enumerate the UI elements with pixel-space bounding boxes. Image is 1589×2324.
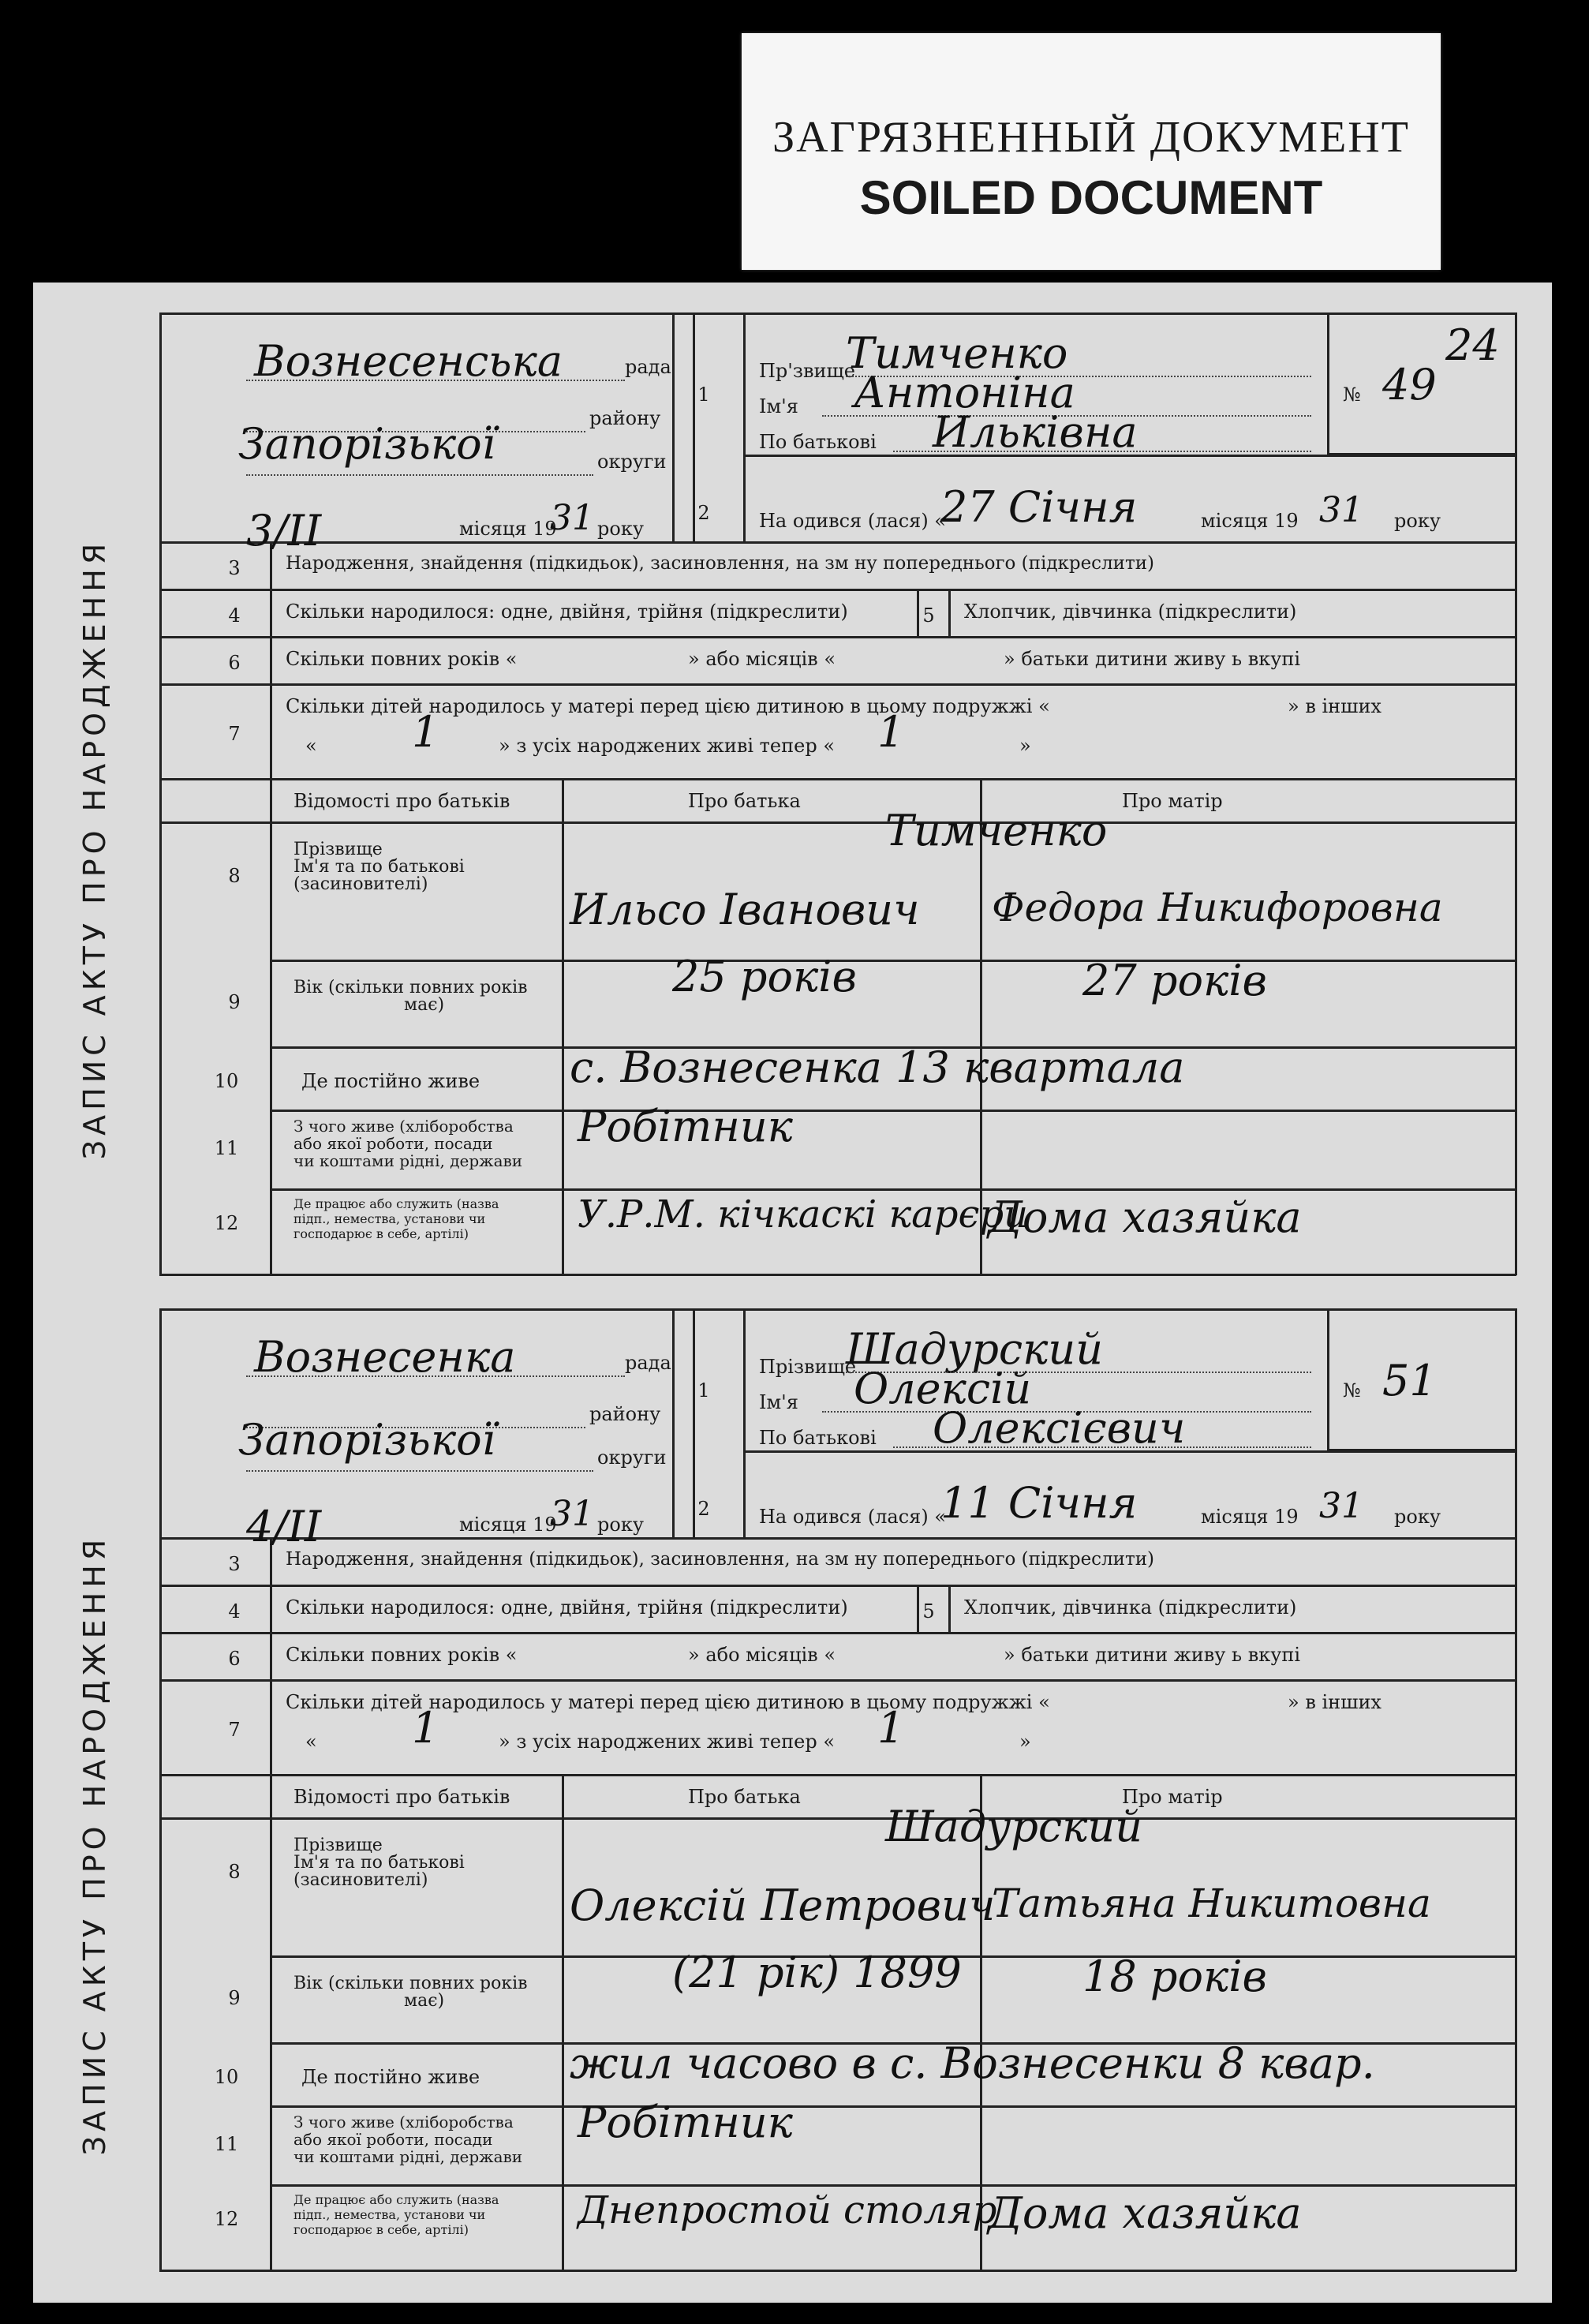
row9-line: Вік (скільки повних років xyxy=(293,1974,528,1993)
okrug-name: Запорізької xyxy=(238,1415,495,1465)
child-patronymic: Олексієвич xyxy=(933,1403,1186,1453)
rule-line xyxy=(270,1188,1515,1191)
name-label: Ім'я xyxy=(759,395,798,417)
rule-line xyxy=(270,1537,272,2271)
born-month-label: місяця 19 xyxy=(1201,1506,1299,1528)
row12-line: Де працює або служить (назва xyxy=(293,2192,499,2207)
registration-year: 31 xyxy=(550,498,594,538)
okrug-label: округи xyxy=(597,1446,667,1469)
row-number: 12 xyxy=(214,2208,239,2230)
rule-line xyxy=(743,1308,746,1537)
father-income: Робітник xyxy=(578,1102,793,1151)
row-number: 7 xyxy=(228,723,241,745)
stamp-english-text: SOILED DOCUMENT xyxy=(859,171,1323,224)
residence: жил часово в с. Вознесенки 8 квар. xyxy=(570,2038,1375,2088)
name-label: Ім'я xyxy=(759,1391,798,1413)
dotted-fill-line xyxy=(246,1375,625,1377)
row9-line: Вік (скільки повних років xyxy=(293,978,528,997)
child-patronymic: Ильківна xyxy=(933,407,1138,457)
birth-day: 27 Січня xyxy=(940,482,1138,532)
row-number: 3 xyxy=(228,1553,241,1575)
row8-line: Ім'я та по батькові xyxy=(293,857,465,877)
rule-line xyxy=(159,312,162,1275)
row12-line: підп., немества, установи чи xyxy=(293,2207,486,2222)
row-number: 8 xyxy=(228,865,241,887)
row9-line: має) xyxy=(404,1991,445,2011)
born-year-label: року xyxy=(1394,1506,1441,1528)
child-surname: Тимченко xyxy=(846,328,1068,378)
row12-label xyxy=(293,2192,499,2237)
row-number: 1 xyxy=(697,384,710,406)
row6-text-b: » або місяців « xyxy=(688,1644,836,1666)
birth-record-form xyxy=(33,1308,1552,2271)
row9-label xyxy=(293,1975,528,2010)
father-income: Робітник xyxy=(578,2098,793,2147)
rule-line xyxy=(159,683,1516,686)
rule-line xyxy=(159,2270,1516,2272)
children-before-count: 1 xyxy=(412,1703,439,1753)
birth-record-form xyxy=(33,312,1552,1275)
council-name: Вознесенська xyxy=(254,336,563,386)
father-age: 25 років xyxy=(672,952,857,1001)
row8-line: (засиновителі) xyxy=(293,874,428,894)
row8-label xyxy=(293,841,465,893)
header-parents-info: Відомості про батьків xyxy=(293,790,510,812)
father-workplace: У.Р.М. кічкаскі карєри xyxy=(578,1192,1029,1237)
child-name: Олексій xyxy=(854,1364,1032,1413)
rule-line xyxy=(270,2105,1515,2108)
rada-label: рада xyxy=(625,1352,671,1374)
rule-line xyxy=(159,778,1516,780)
row11-line: або якої роботи, посади xyxy=(293,2130,493,2149)
row11-line: чи коштами рідні, держави xyxy=(293,1151,523,1170)
row6-text-c: » батьки дитини живу ь вкупі xyxy=(1004,648,1301,670)
birth-year: 31 xyxy=(1319,490,1363,530)
patronymic-label: По батькові xyxy=(759,431,877,453)
row11-line: З чого живе (хліборобства xyxy=(293,1117,514,1136)
rule-line xyxy=(672,1308,675,1537)
rule-line xyxy=(159,636,1516,638)
okrug-label: округи xyxy=(597,451,667,473)
row7-text-a: Скільки дітей народилось у матері перед цією дитиною в цьому подружжі « xyxy=(286,1691,1050,1713)
row7-text-b: » в інших xyxy=(1288,695,1381,717)
row6-text-c: » батьки дитини живу ь вкупі xyxy=(1004,1644,1301,1666)
rule-line xyxy=(1327,312,1329,455)
rule-line xyxy=(562,1774,564,2271)
row-number: 8 xyxy=(228,1861,241,1883)
register-sheet xyxy=(33,283,1552,2303)
row9-line: має) xyxy=(404,995,445,1015)
vertical-title xyxy=(39,502,150,1196)
row7-text-a: Скільки дітей народилось у матері перед цією дитиною в цьому подружжі « xyxy=(286,695,1050,717)
row-number: 11 xyxy=(214,1137,239,1159)
row-number: 12 xyxy=(214,1212,239,1234)
header-father: Про батька xyxy=(688,790,801,812)
mother-name: Федора Никифоровна xyxy=(992,885,1443,930)
row12-label xyxy=(293,1196,499,1241)
mother-workplace: Дома хазяйка xyxy=(988,2188,1302,2238)
row3-text: Народження, знайдення (підкидьок), засиновлення, на зм ну попереднього (підкреслити) xyxy=(286,553,1155,574)
mother-age: 18 років xyxy=(1082,1952,1267,2001)
rule-line xyxy=(270,960,1515,962)
row-number: 6 xyxy=(228,1648,241,1670)
row4-text: Скільки народилося: одне, двійня, трійня (підкреслити) xyxy=(286,601,848,623)
row12-line: підп., немества, установи чи xyxy=(293,1211,486,1226)
row12-line: господарює в себе, артілі) xyxy=(293,1226,469,1241)
row6-text-a: Скільки повних років « xyxy=(286,648,518,670)
header-father: Про батька xyxy=(688,1786,801,1808)
record-number: 49 xyxy=(1382,360,1437,410)
rule-line xyxy=(159,1774,1516,1776)
father-workplace: Днепростой столяр xyxy=(578,2188,997,2232)
rule-line xyxy=(159,1585,1516,1587)
row-number: 2 xyxy=(697,502,710,524)
row-number: 9 xyxy=(228,991,241,1013)
row6-text-b: » або місяців « xyxy=(688,648,836,670)
row8-line: (засиновителі) xyxy=(293,1870,428,1890)
mother-age: 27 років xyxy=(1082,956,1267,1005)
row-number: 4 xyxy=(228,604,241,627)
row-number: 4 xyxy=(228,1600,241,1622)
page-mark: 24 xyxy=(1445,320,1500,370)
rule-line xyxy=(1327,453,1515,455)
dotted-fill-line xyxy=(893,1446,1311,1448)
row10-label: Де постійно живе xyxy=(301,2066,480,2088)
row8-line: Ім'я та по батькові xyxy=(293,1853,465,1873)
council-name: Вознесенка xyxy=(254,1332,516,1382)
row11-line: З чого живе (хліборобства xyxy=(293,2113,514,2131)
vertical-title-text: ЗАПИС АКТУ ПРО НАРОДЖЕННЯ xyxy=(77,538,112,1160)
year-label: року xyxy=(597,518,644,540)
rule-line xyxy=(1327,1308,1329,1450)
born-label: На одився (лася) « xyxy=(759,1506,946,1528)
row-number: 10 xyxy=(214,1070,239,1092)
row12-line: господарює в себе, артілі) xyxy=(293,2222,469,2237)
row8-line: Прізвище xyxy=(293,1836,383,1855)
row11-line: чи коштами рідні, держави xyxy=(293,2147,523,2166)
row-number: 2 xyxy=(697,1498,710,1520)
raion-label: району xyxy=(589,1403,661,1425)
row-number: 5 xyxy=(922,604,935,627)
children-alive-count: 1 xyxy=(877,707,905,757)
row7-text-b: » в інших xyxy=(1288,1691,1381,1713)
soiled-document-stamp xyxy=(742,33,1441,270)
row-number: 5 xyxy=(922,1600,935,1622)
row6-text-a: Скільки повних років « xyxy=(286,1644,518,1666)
month-label: місяця 19 xyxy=(459,518,557,540)
number-label: № xyxy=(1343,1379,1361,1402)
okrug-name: Запорізької xyxy=(238,419,495,469)
rule-line xyxy=(159,1679,1516,1682)
mother-name: Татьяна Никитовна xyxy=(992,1881,1431,1926)
rule-line xyxy=(159,1308,1516,1311)
number-label: № xyxy=(1343,384,1361,406)
rule-line xyxy=(270,2184,1515,2187)
rule-line xyxy=(270,1110,1515,1112)
father-age: (21 рік) 1899 xyxy=(672,1948,962,1997)
dotted-fill-line xyxy=(246,474,593,476)
birth-day: 11 Січня xyxy=(940,1478,1138,1528)
mother-workplace: Дома хазяйка xyxy=(988,1192,1302,1242)
row7-text-d: » з усіх народжених живі тепер « xyxy=(499,735,836,757)
registration-date: 3/ІІ xyxy=(246,506,322,556)
born-label: На одився (лася) « xyxy=(759,510,946,532)
family-surname: Шадурский xyxy=(885,1802,1142,1851)
father-name: Олексій Петрович xyxy=(570,1881,996,1930)
vertical-title-text: ЗАПИС АКТУ ПРО НАРОДЖЕННЯ xyxy=(77,1534,112,2156)
vertical-title xyxy=(39,1498,150,2192)
row-number: 9 xyxy=(228,1987,241,2009)
row-number: 7 xyxy=(228,1719,241,1741)
born-year-label: року xyxy=(1394,510,1441,532)
header-parents-info: Відомості про батьків xyxy=(293,1786,510,1808)
row-number: 3 xyxy=(228,557,241,579)
row-number: 1 xyxy=(697,1379,710,1402)
header-mother: Про матір xyxy=(1122,1786,1223,1808)
dotted-fill-line xyxy=(893,451,1311,452)
family-surname: Тимченко xyxy=(885,806,1108,855)
rule-line xyxy=(159,589,1516,591)
row7-text-d: » з усіх народжених живі тепер « xyxy=(499,1731,836,1753)
row7-text-c: « xyxy=(305,735,317,757)
born-month-label: місяця 19 xyxy=(1201,510,1299,532)
row3-text: Народження, знайдення (підкидьок), засиновлення, на зм ну попереднього (підкреслити) xyxy=(286,1549,1155,1570)
row5-text: Хлопчик, дівчинка (підкреслити) xyxy=(964,1596,1297,1619)
registration-year: 31 xyxy=(550,1494,594,1534)
surname-label: Пр'звище xyxy=(759,360,856,382)
rule-line xyxy=(159,1274,1516,1276)
row8-label xyxy=(293,1837,465,1889)
rule-line xyxy=(1327,1449,1515,1451)
year-label: року xyxy=(597,1514,644,1536)
child-name: Антоніна xyxy=(854,368,1075,417)
row-number: 11 xyxy=(214,2133,239,2155)
children-alive-count: 1 xyxy=(877,1703,905,1753)
record-number: 51 xyxy=(1382,1356,1437,1405)
stamp-russian-text: ЗАГРЯЗНЕННЫЙ ДОКУМЕНТ xyxy=(772,113,1410,162)
rule-line xyxy=(743,312,746,541)
header-mother: Про матір xyxy=(1122,790,1223,812)
raion-label: району xyxy=(589,407,661,429)
rule-line xyxy=(159,821,1516,824)
father-name: Ильсо Іванович xyxy=(570,885,920,934)
children-before-count: 1 xyxy=(412,707,439,757)
rule-line xyxy=(159,1537,1516,1540)
row-number: 6 xyxy=(228,652,241,674)
rule-line xyxy=(562,778,564,1275)
rule-line xyxy=(159,1817,1516,1820)
row7-text-c: « xyxy=(305,1731,317,1753)
row11-label xyxy=(293,1117,522,1169)
row11-label xyxy=(293,2113,522,2165)
dotted-fill-line xyxy=(246,380,625,381)
row9-label xyxy=(293,979,528,1014)
row12-line: Де працює або служить (назва xyxy=(293,1196,499,1211)
registration-date: 4/ІІ xyxy=(246,1502,322,1551)
rule-line xyxy=(1515,312,1517,1275)
rule-line xyxy=(1515,1308,1517,2271)
dotted-fill-line xyxy=(246,1470,593,1472)
patronymic-label: По батькові xyxy=(759,1427,877,1449)
row7-text-e: » xyxy=(1019,735,1031,757)
residence: с. Вознесенка 13 квартала xyxy=(570,1042,1185,1092)
surname-label: Прізвище xyxy=(759,1356,857,1378)
rule-line xyxy=(159,312,1516,315)
birth-year: 31 xyxy=(1319,1486,1363,1526)
rule-line xyxy=(159,1632,1516,1634)
child-surname: Шадурский xyxy=(846,1324,1103,1374)
rule-line xyxy=(159,541,1516,544)
row8-line: Прізвище xyxy=(293,840,383,859)
row5-text: Хлопчик, дівчинка (підкреслити) xyxy=(964,601,1297,623)
rule-line xyxy=(672,312,675,541)
row7-text-e: » xyxy=(1019,1731,1031,1753)
row4-text: Скільки народилося: одне, двійня, трійня (підкреслити) xyxy=(286,1596,848,1619)
rule-line xyxy=(270,541,272,1275)
rada-label: рада xyxy=(625,356,671,378)
row10-label: Де постійно живе xyxy=(301,1070,480,1092)
row11-line: або якої роботи, посади xyxy=(293,1134,493,1153)
month-label: місяця 19 xyxy=(459,1514,557,1536)
row-number: 10 xyxy=(214,2066,239,2088)
rule-line xyxy=(159,1308,162,2271)
